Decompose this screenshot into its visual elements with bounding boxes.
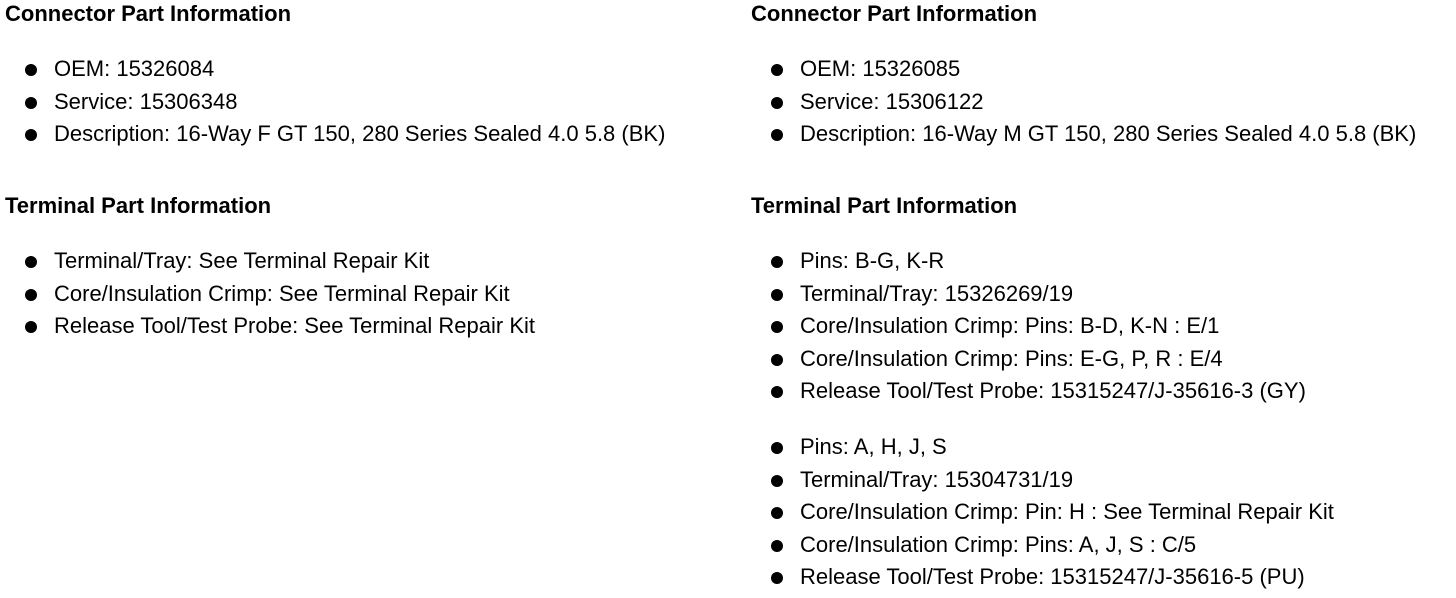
bullet-icon <box>25 256 37 268</box>
list-item <box>751 497 1451 528</box>
list-item <box>5 279 725 310</box>
list-item <box>5 311 725 342</box>
list-item-text: Core/Insulation Crimp: Pins: A, J, S : C/5 <box>800 531 1197 557</box>
connector-part-heading: Connector Part Information <box>5 1 292 26</box>
bullet-icon <box>771 256 783 268</box>
bullet-icon <box>771 321 783 333</box>
bullet-icon <box>771 386 783 398</box>
terminal-part-heading: Terminal Part Information <box>751 193 1018 218</box>
bullet-icon <box>771 572 783 584</box>
bullet-icon <box>771 64 783 76</box>
bullet-icon <box>25 321 37 333</box>
bullet-icon <box>25 97 37 109</box>
list-item <box>751 530 1451 561</box>
list-item-text: Pins: A, H, J, S <box>800 434 947 459</box>
list-item <box>751 432 1451 463</box>
list-item <box>5 54 725 85</box>
list-item <box>751 119 1456 150</box>
connector-part-list <box>5 54 725 152</box>
list-item-text: Description: 16-Way F GT 150, 280 Series Sealed 4.0 5.8 (BK) <box>54 121 666 146</box>
list-item-text: OEM: 15326085 <box>800 56 961 81</box>
list-item-text: Terminal/Tray: See Terminal Repair Kit <box>54 248 430 273</box>
list-item <box>5 119 744 150</box>
list-item <box>751 465 1451 496</box>
bullet-icon <box>25 289 37 301</box>
list-item-text: OEM: 15326084 <box>54 56 215 81</box>
bullet-icon <box>771 475 783 487</box>
terminal-group-list <box>751 432 1451 595</box>
list-item-text: Description: 16-Way M GT 150, 280 Series Sealed 4.0 5.8 (BK) <box>800 121 1417 146</box>
list-item <box>751 279 1451 310</box>
bullet-icon <box>771 540 783 552</box>
list-item-text: Core/Insulation Crimp: Pins: E-G, P, R : E/4 <box>800 345 1223 371</box>
list-item-text: Service: 15306122 <box>800 88 984 114</box>
list-item-text: Service: 15306348 <box>54 88 238 114</box>
terminal-group-list <box>751 246 1451 409</box>
list-item <box>751 246 1451 277</box>
list-item <box>751 87 1451 118</box>
list-item <box>751 344 1451 375</box>
list-item <box>5 87 725 118</box>
connector-part-heading: Connector Part Information <box>751 1 1038 26</box>
list-item-text: Core/Insulation Crimp: Pin: H : See Terminal Repair Kit <box>800 499 1334 524</box>
list-item-text: Release Tool/Test Probe: See Terminal Repair Kit <box>54 313 535 338</box>
list-item <box>751 311 1451 342</box>
list-item-text: Core/Insulation Crimp: Pins: B-D, K-N : E/1 <box>800 313 1220 338</box>
bullet-icon <box>771 507 783 519</box>
terminal-part-list <box>5 246 725 344</box>
list-item-text: Core/Insulation Crimp: See Terminal Repair Kit <box>54 280 510 306</box>
list-item <box>751 54 1451 85</box>
list-item-text: Pins: B-G, K-R <box>800 248 945 273</box>
bullet-icon <box>771 129 783 141</box>
list-item <box>751 376 1451 407</box>
terminal-part-heading: Terminal Part Information <box>5 193 272 218</box>
bullet-icon <box>771 97 783 109</box>
list-item-text: Terminal/Tray: 15326269/19 <box>800 280 1074 306</box>
bullet-icon <box>25 64 37 76</box>
bullet-icon <box>771 442 783 454</box>
list-item-text: Release Tool/Test Probe: 15315247/J-35616-5 (PU) <box>800 564 1305 589</box>
list-item-text: Release Tool/Test Probe: 15315247/J-35616-3 (GY) <box>800 378 1306 403</box>
connector-part-list <box>751 54 1451 152</box>
bullet-icon <box>771 354 783 366</box>
list-item-text: Terminal/Tray: 15304731/19 <box>800 466 1074 492</box>
list-item <box>5 246 725 277</box>
bullet-icon <box>771 289 783 301</box>
bullet-icon <box>25 129 37 141</box>
list-item <box>751 562 1451 593</box>
